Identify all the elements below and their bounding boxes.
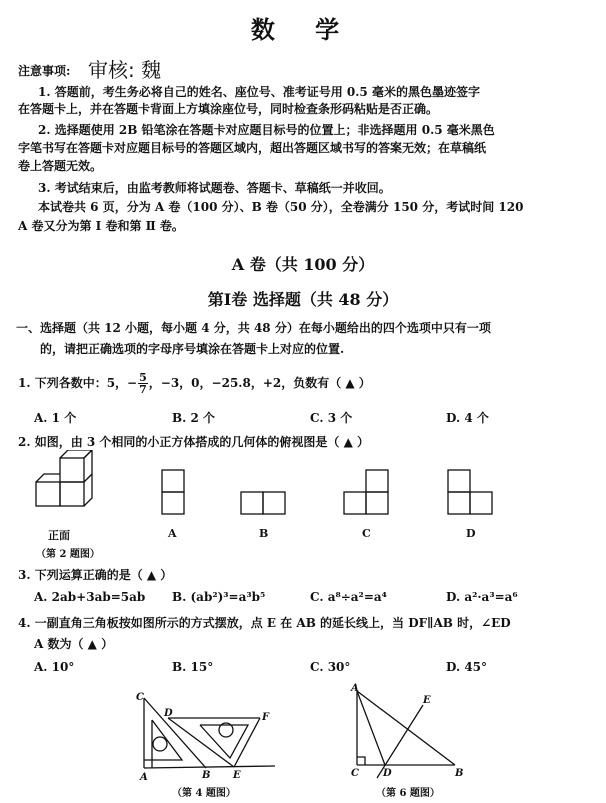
instructions-line-2: 的，请把正确选项的字母序号填涂在答题卡上对应的位置. — [40, 342, 345, 356]
q3-option-c: C. a⁸÷a²=a⁴ — [310, 590, 387, 604]
fig4-label-f: F — [262, 712, 270, 723]
question-1 — [18, 372, 371, 395]
question-3: 3. 下列运算正确的是（ ▲ ） — [18, 568, 173, 582]
fig6-label-b: B — [455, 768, 464, 779]
q3-option-d: D. a²·a³=a⁶ — [446, 590, 518, 604]
fig6-label-a: A — [351, 683, 359, 694]
line-ab — [144, 766, 275, 768]
q2-label-a: A — [168, 527, 177, 540]
fig6-label-d: D — [383, 768, 392, 779]
note-line-3: 3. 考试结束后，由监考教师将试题卷、答题卡、草稿纸一并收回。 — [38, 181, 391, 195]
q1-text-pre: 1. 下列各数中：5，− — [18, 376, 138, 390]
line-ab — [357, 691, 455, 765]
part1-title: 第Ⅰ卷 选择题（共 48 分） — [207, 290, 399, 309]
section-a-title: A 卷（共 100 分） — [231, 255, 375, 274]
q2-caption: （第 2 题图） — [36, 549, 100, 560]
note-line-4b: A 卷又分为第 Ⅰ 卷和第 Ⅱ 卷。 — [18, 219, 184, 233]
q2-figure-c — [344, 470, 388, 514]
note-line-4: 本试卷共 6 页，分为 A 卷（100 分）、B 卷（50 分），全卷满分 150 分，考试时间 120 — [38, 200, 524, 214]
note-line-2: 2. 选择题使用 2B 铅笔涂在答题卡对应题目标号的位置上；非选择题用 0.5 毫米黑色 — [38, 123, 495, 137]
note-line-2c: 卷上答题无效。 — [18, 159, 103, 173]
fig4-label-a: A — [140, 772, 148, 783]
fig4-caption: （第 4 题图） — [172, 788, 236, 799]
question-4-cont: A 数为（ ▲ ） — [34, 637, 114, 651]
fig4-label-c: C — [136, 692, 144, 703]
q1-text-post: ，−3，0，−25.8，+2，负数有（ ▲ ） — [148, 376, 371, 390]
question-4: 4. 一副直角三角板按如图所示的方式摆放，点 E 在 AB 的延长线上，当 DF∥AB 时，∠ED — [18, 616, 511, 630]
figure-4 — [130, 688, 290, 783]
q1-fraction — [138, 372, 148, 395]
q1-option-b: B. 2 个 — [172, 411, 216, 425]
cube-front-left — [36, 482, 60, 506]
right-angle-a — [144, 760, 152, 768]
fig4-label-d: D — [164, 708, 173, 719]
cube-top-left — [36, 474, 60, 482]
q4-option-a: A. 10° — [34, 660, 75, 674]
fig6-label-c: C — [351, 768, 359, 779]
cube-solid — [36, 450, 92, 506]
q2-figure-a — [162, 470, 184, 514]
q1-frac-num: 5 — [139, 371, 147, 384]
fig6-label-e: E — [423, 695, 431, 706]
q1-option-a: A. 1 个 — [34, 411, 77, 425]
circle-left — [153, 737, 167, 751]
inner-tri-left — [152, 720, 182, 760]
q4-option-d: D. 45° — [446, 660, 488, 674]
cube-front-right — [60, 482, 84, 506]
q2-figure-b — [241, 492, 285, 514]
cube-front-top — [60, 458, 84, 482]
figure-6 — [345, 683, 470, 783]
fig6-caption: （第 6 题图） — [376, 788, 440, 799]
note-line-1b: 在答题卡上，并在答题卡背面上方填涂座位号，同时检查条形码粘贴是否正确。 — [18, 102, 439, 116]
line-cb — [144, 698, 206, 768]
reviewer-stamp: 审核: 魏 — [88, 58, 162, 82]
q2-front-label: 正面 — [48, 529, 70, 542]
note-line-1: 1. 答题前，考生务必将自己的姓名、座位号、准考证号用 0.5 毫米的黑色墨迹签字 — [38, 85, 480, 99]
cube-side-mid — [84, 474, 92, 482]
q3-option-b: B. (ab²)³=a³b⁵ — [172, 590, 266, 604]
fig4-label-b: B — [202, 770, 211, 781]
q4-option-b: B. 15° — [172, 660, 214, 674]
q2-label-d: D — [466, 527, 476, 540]
q1-option-d: D. 4 个 — [446, 411, 489, 425]
q2-figure-d — [448, 470, 492, 514]
notes-heading: 注意事项: — [18, 64, 71, 78]
q4-option-c: C. 30° — [310, 660, 351, 674]
fig4-label-e: E — [233, 770, 241, 781]
question-2: 2. 如图，由 3 个相同的小正方体搭成的几何体的俯视图是（ ▲ ） — [18, 435, 369, 449]
q3-option-a: A. 2ab+3ab=5ab — [34, 590, 146, 604]
q2-label-c: C — [362, 527, 371, 540]
page-title: 数 学 — [250, 15, 356, 44]
right-angle-c — [357, 757, 365, 765]
note-line-2b: 字笔书写在答题卡对应题目标号的答题区域内，超出答题区域书写的答案无效；在草稿纸 — [18, 141, 487, 155]
q1-option-c: C. 3 个 — [310, 411, 353, 425]
q1-frac-den: 7 — [139, 383, 147, 396]
q2-label-b: B — [259, 527, 269, 540]
q2-figures — [0, 450, 606, 560]
instructions-line-1: 一、选择题（共 12 小题，每小题 4 分，共 48 分）在每小题给出的四个选项中只有一项 — [16, 321, 491, 335]
